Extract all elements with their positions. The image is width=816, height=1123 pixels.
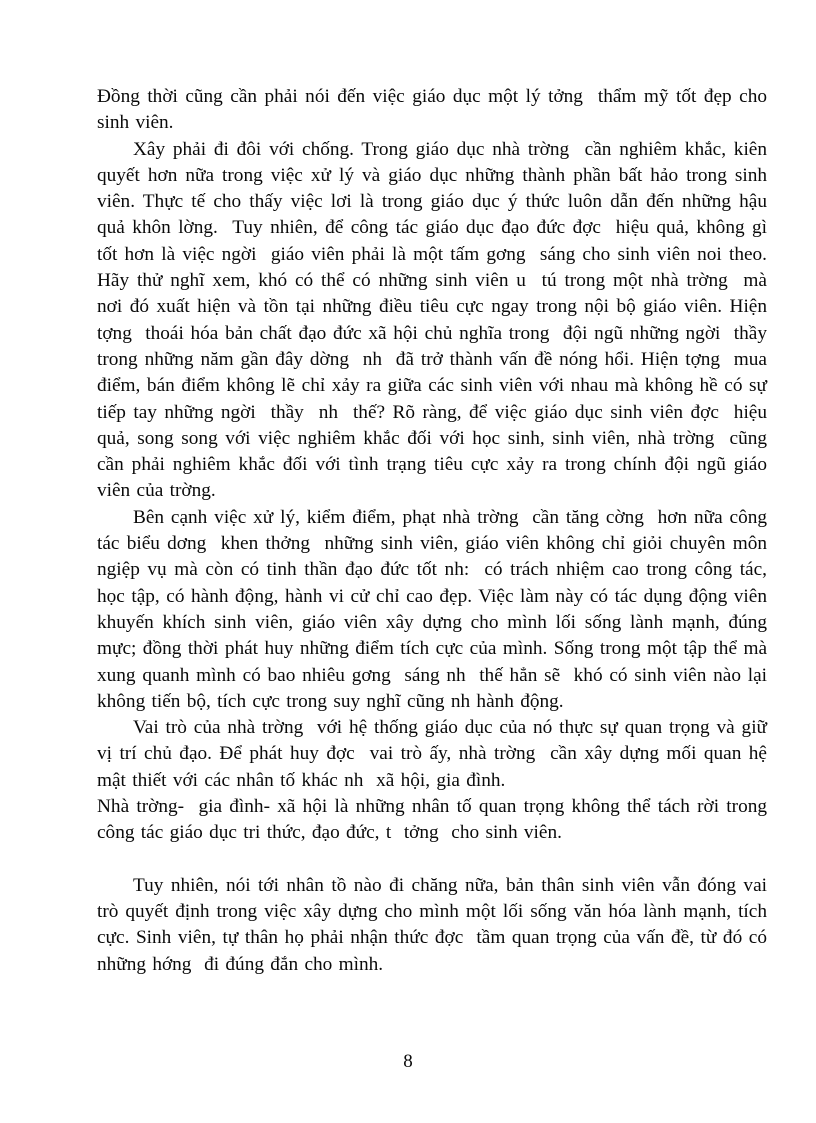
- paragraph: Bên cạnh việc xử lý, kiểm điểm, phạt nhà trờng cần tăng cờng hơn nữa công tác biểu dơng khen thởng những sinh viên, giáo viên không chỉ giỏi chuyên môn ngiệp vụ mà còn có tinh thần đạo đức tốt nh: có trách nhiệm cao trong công tác, học tập, có hành động, hành vi cử chỉ cao đẹp. Việc làm này có tác dụng động viên khuyến khích sinh viên, giáo viên xây dựng cho mình lối sống lành mạnh, đúng mực; đồng thời phát huy những điểm tích cực của mình. Sống trong một tập thể mà xung quanh mình có bao nhiêu gơng sáng nh thế hẳn sẽ khó có sinh viên nào lại không tiến bộ, tích cực trong suy nghĩ cũng nh hành động.: [97, 506, 774, 712]
- page-number: 8: [403, 1051, 413, 1072]
- paragraph: Tuy nhiên, nói tới nhân tồ nào đi chăng nữa, bản thân sinh viên vẫn đóng vai trò quyết định trong việc xây dựng cho mình một lối sống văn hóa lành mạnh, tích cực. Sinh viên, tự thân họ phải nhận thức đợc tầm quan trọng của vấn đề, từ đó có những hớng đi đúng đắn cho mình.: [97, 874, 774, 975]
- paragraph: Nhà trờng- gia đình- xã hội là những nhân tố quan trọng không thể tách rời trong công tác giáo dục tri thức, đạo đức, t tởng cho sinh viên.: [97, 796, 774, 844]
- paragraph: Vai trò của nhà trờng với hệ thống giáo dục của nó thực sự quan trọng và giữ vị trí chủ đạo. Để phát huy đợc vai trò ấy, nhà trờng cần xây dựng mối quan hệ mật thiết với các nhân tố khác nh xã hội, gia đình.: [97, 717, 774, 791]
- text-body: [97, 84, 774, 978]
- paragraph: Xây phải đi đôi với chống. Trong giáo dục nhà trờng cần nghiêm khắc, kiên quyết hơn nữa trong việc xử lý và giáo dục những thành phần bất hảo trong sinh viên. Thực tế cho thấy việc lơi là trong giáo dục ý thức luôn dẫn đến những hậu quả khôn lờng. Tuy nhiên, để công tác giáo dục đạo đức đợc hiệu quả, không gì tốt hơn là việc ngời giáo viên phải là một tấm gơng sáng cho sinh viên noi theo. Hãy thử nghĩ xem, khó có thể có những sinh viên u tú trong một nhà trờng mà nơi đó xuất hiện và tồn tại những điều tiêu cực ngay trong nội bộ giáo viên. Hiện tợng thoái hóa bản chất đạo đức xã hội chủ nghĩa trong đội ngũ những ngời thầy trong những năm gần đây dờng nh đã trở thành vấn đề nóng hổi. Hiện tợng mua điểm, bán điểm không lẽ chỉ xảy ra giữa các sinh viên với nhau mà không hề có sự tiếp tay những ngời thầy nh thế? Rõ ràng, để việc giáo dục sinh viên đợc hiệu quả, song song với việc nghiêm khắc đối với học sinh, sinh viên, nhà trờng cũng cần phải nghiêm khắc đối với tình trạng tiêu cực xảy ra trong chính đội ngũ giáo viên của trờng.: [97, 138, 774, 502]
- paragraph: Đồng thời cũng cần phải nói đến việc giáo dục một lý tởng thẩm mỹ tốt đẹp cho sinh viên.: [97, 86, 774, 134]
